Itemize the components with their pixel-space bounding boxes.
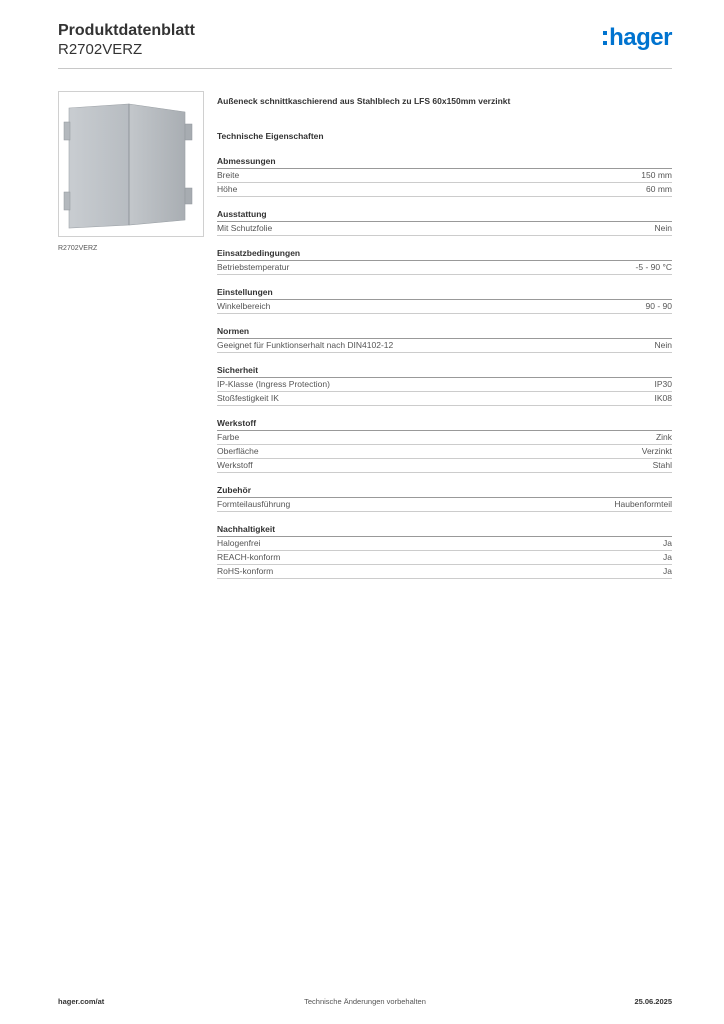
property-value: 90 - 90 <box>645 301 672 311</box>
section <box>217 209 672 236</box>
document-title: Produktdatenblatt <box>58 22 195 39</box>
property-row <box>217 445 672 459</box>
property-value: Verzinkt <box>641 446 672 456</box>
section-title: Einstellungen <box>217 287 672 300</box>
section <box>217 524 672 579</box>
property-value: IP30 <box>654 379 672 389</box>
property-label: Oberfläche <box>217 446 259 456</box>
property-label: Breite <box>217 170 240 180</box>
property-value: Ja <box>663 552 672 562</box>
property-value: Ja <box>663 538 672 548</box>
logo-dots-icon <box>603 31 607 45</box>
property-value: Zink <box>655 432 672 442</box>
property-row <box>217 261 672 275</box>
property-label: RoHS-konform <box>217 566 274 576</box>
property-row <box>217 300 672 314</box>
properties-sections <box>217 156 672 579</box>
property-label: Formteilausführung <box>217 499 291 509</box>
product-code: R2702VERZ <box>58 41 143 58</box>
property-value: Haubenformteil <box>614 499 672 509</box>
section-title: Nachhaltigkeit <box>217 524 672 537</box>
product-details <box>217 96 672 591</box>
property-row <box>217 222 672 236</box>
property-label: Stoßfestigkeit IK <box>217 393 279 403</box>
property-label: IP-Klasse (Ingress Protection) <box>217 379 330 389</box>
property-row <box>217 551 672 565</box>
section-title: Sicherheit <box>217 365 672 378</box>
property-row <box>217 183 672 197</box>
section <box>217 156 672 197</box>
property-row <box>217 339 672 353</box>
product-image <box>58 91 204 237</box>
property-label: Halogenfrei <box>217 538 261 548</box>
property-row <box>217 498 672 512</box>
property-row <box>217 169 672 183</box>
property-row <box>217 392 672 406</box>
section-title: Werkstoff <box>217 418 672 431</box>
product-description: Außeneck schnittkaschierend aus Stahlblech zu LFS 60x150mm verzinkt <box>217 96 511 106</box>
property-row <box>217 378 672 392</box>
property-label: Farbe <box>217 432 240 442</box>
property-row <box>217 431 672 445</box>
property-value: 150 mm <box>641 170 672 180</box>
property-label: Winkelbereich <box>217 301 271 311</box>
section-title: Abmessungen <box>217 156 672 169</box>
property-value: Stahl <box>652 460 672 470</box>
section <box>217 418 672 473</box>
property-label: Mit Schutzfolie <box>217 223 273 233</box>
section-title: Zubehör <box>217 485 672 498</box>
section-title: Einsatzbedingungen <box>217 248 672 261</box>
section <box>217 326 672 353</box>
property-value: Ja <box>663 566 672 576</box>
footer-website: hager.com/at <box>58 997 105 1006</box>
header-divider <box>58 68 672 69</box>
property-row <box>217 537 672 551</box>
section <box>217 365 672 406</box>
property-row <box>217 459 672 473</box>
property-row <box>217 565 672 579</box>
section-title: Ausstattung <box>217 209 672 222</box>
logo-text: hager <box>609 24 672 51</box>
image-caption: R2702VERZ <box>58 245 98 252</box>
page-footer <box>58 997 672 1009</box>
technical-properties-heading: Technische Eigenschaften <box>217 131 324 141</box>
property-value: 60 mm <box>646 184 672 194</box>
property-label: Betriebstemperatur <box>217 262 290 272</box>
property-value: Nein <box>654 340 672 350</box>
property-label: REACH-konform <box>217 552 281 562</box>
property-label: Höhe <box>217 184 238 194</box>
footer-notice: Technische Änderungen vorbehalten <box>304 997 426 1006</box>
property-value: Nein <box>654 223 672 233</box>
product-photo-icon <box>59 92 203 236</box>
footer-date: 25.06.2025 <box>634 997 672 1006</box>
page-header <box>58 20 672 70</box>
section <box>217 485 672 512</box>
property-label: Geeignet für Funktionserhalt nach DIN4102-12 <box>217 340 394 350</box>
property-value: -5 - 90 °C <box>635 262 672 272</box>
section-title: Normen <box>217 326 672 339</box>
property-label: Werkstoff <box>217 460 253 470</box>
section <box>217 248 672 275</box>
property-value: IK08 <box>654 393 672 403</box>
hager-logo <box>603 26 672 50</box>
section <box>217 287 672 314</box>
